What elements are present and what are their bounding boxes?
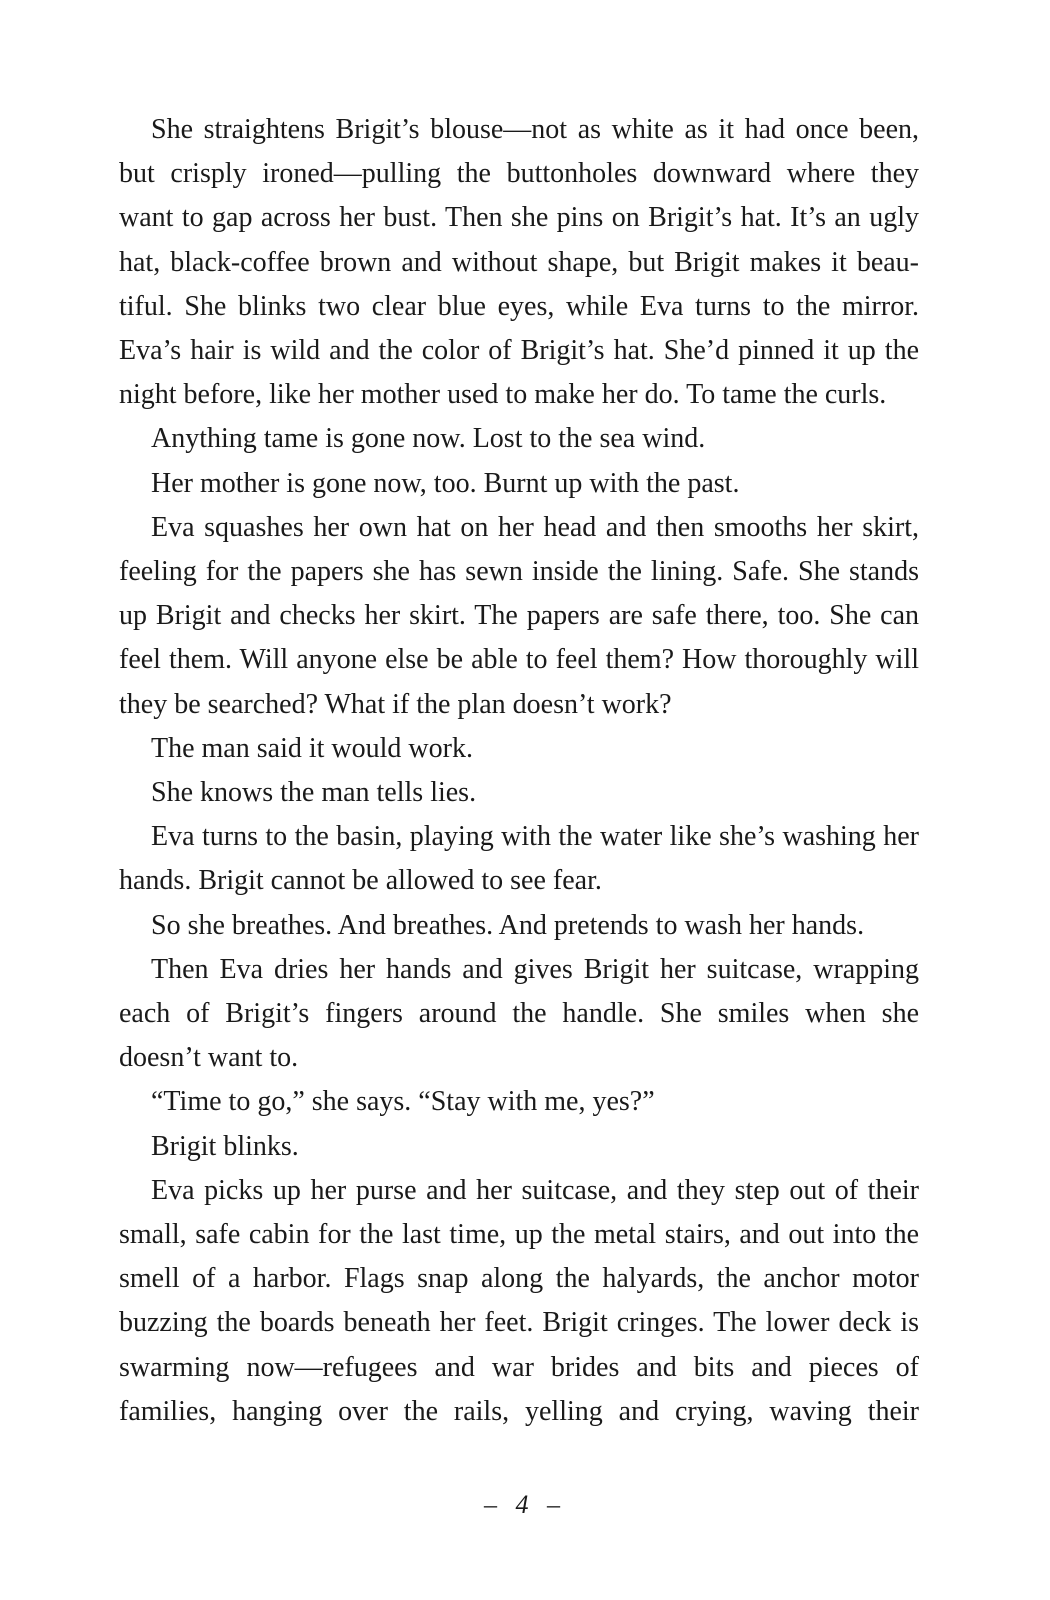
paragraph-7: Eva turns to the basin, playing with the water like she’s washing her hands. Brigit cannot be allowed to see fear. xyxy=(119,821,919,897)
paragraph-1: She straightens Brigit’s blouse—not as white as it had once been, but crisply ironed—pulling the buttonholes downward where they want to gap across her bust. Then she pins on Brigit’s hat. It’s an ugly hat, black-coffee brown and without shape, but Brigit makes it beautiful. She blinks two clear blue eyes, while Eva turns to the mirror. Eva’s hair is wild and the color of Brigit’s hat. She’d pinned it up the night before, like her mother used to make her do. To tame the curls. xyxy=(119,114,919,411)
paragraph-3: Her mother is gone now, too. Burnt up with the past. xyxy=(151,467,740,499)
paragraph-11: Brigit blinks. xyxy=(151,1130,299,1162)
paragraph-12: Eva picks up her purse and her suitcase, and they step out of their small, safe cabin for the last time, up the metal stairs, and out into the smell of a harbor. Flags snap along the halyards, the anchor motor buzzing the boards beneath her feet. Brigit cringes. The lower deck is swarming now—refugees and war brides and bits and pieces of families, hanging over the rails, yelling and crying, waving their xyxy=(119,1174,919,1427)
paragraph-5: The man said it would work. xyxy=(151,732,473,764)
page-body xyxy=(119,108,919,1434)
paragraph-4: Eva squashes her own hat on her head and then smooths her skirt, feeling for the papers she has sewn inside the lining. Safe. She stands up Brigit and checks her skirt. The papers are safe there, too. She can feel them. Will anyone else be able to feel them? How thoroughly will they be searched? What if the plan doesn’t work? xyxy=(119,511,919,720)
paragraph-10: “Time to go,” she says. “Stay with me, yes?” xyxy=(151,1086,655,1118)
paragraph-2: Anything tame is gone now. Lost to the sea wind. xyxy=(151,423,706,455)
page-number: – 4 – xyxy=(484,1490,566,1519)
paragraph-6: She knows the man tells lies. xyxy=(151,777,477,809)
paragraph-8: So she breathes. And breathes. And pretends to wash her hands. xyxy=(151,909,865,941)
paragraph-9: Then Eva dries her hands and gives Brigit her suitcase, wrapping each of Brigit’s fingers around the handle. She smiles when she doesn’t want to. xyxy=(119,953,919,1074)
